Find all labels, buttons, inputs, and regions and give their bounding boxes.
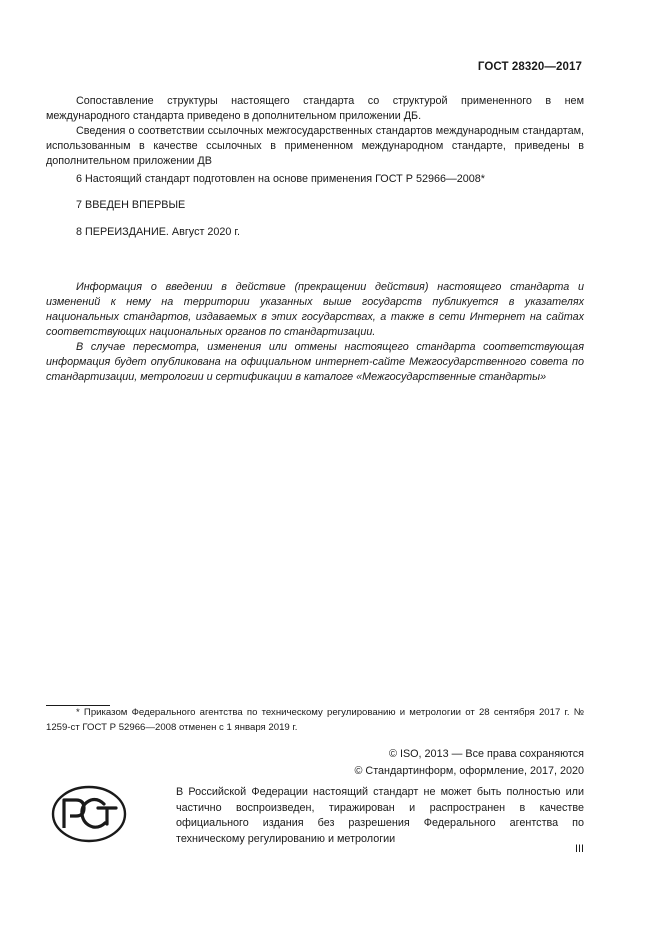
item-6: 6 Настоящий стандарт подготовлен на основе применения ГОСТ Р 52966—2008*: [76, 173, 485, 185]
footnote: [46, 706, 584, 735]
copyright-iso: © ISO, 2013 — Все права сохраняются: [389, 748, 584, 760]
item-8: 8 ПЕРЕИЗДАНИЕ. Август 2020 г.: [76, 226, 241, 238]
intro-paragraph-structure: Сопоставление структуры настоящего стандарта со структурой примененного в нем международного стандарта приведено в дополнительном приложении ДБ.: [46, 95, 584, 122]
reproduction-notice: В Российской Федерации настоящий стандарт не может быть полностью или частично воспроизведен, тиражирован и распространен в качестве официального издания без разрешения Федерального агентства по техническому регулированию и метрологии: [176, 786, 584, 845]
info-paragraph-introduction: Информация о введении в действие (прекращении действия) настоящего стандарта и изменений к нему на территории указанных выше государств публикуется в указателях национальных стандартов, издаваемых в этих государствах, а также в сети Интернет на сайтах соответствующих национальных органов по стандартизации.: [46, 281, 584, 338]
copyright-block: [354, 746, 584, 780]
standard-code-header: ГОСТ 28320—2017: [477, 61, 582, 73]
info-paragraph-revision: В случае пересмотра, изменения или отмены настоящего стандарта соответствующая информация будет опубликована на официальном интернет-сайте Межгосударственного совета по стандартизации, метрологии и сертификации в каталоге «Межгосударственные стандарты»: [46, 341, 584, 383]
page-number: III: [575, 843, 584, 855]
intro-section: [46, 94, 584, 169]
copyright-standartinform: © Стандартинформ, оформление, 2017, 2020: [354, 765, 584, 777]
information-section: [46, 280, 584, 385]
item-7: 7 ВВЕДЕН ВПЕРВЫЕ: [76, 199, 186, 211]
rst-logo-icon: [50, 784, 128, 844]
intro-paragraph-references: Сведения о соответствии ссылочных межгосударственных стандартов международным стандартам, использованным в качестве ссылочных в примененном международном стандарте, приведены в дополнительном приложении ДВ: [46, 125, 584, 167]
footnote-text: * Приказом Федерального агентства по техническому регулированию и метрологии от 28 сентября 2017 г. № 1259-ст ГОСТ Р 52966—2008 отменен с 1 января 2019 г.: [46, 707, 584, 733]
